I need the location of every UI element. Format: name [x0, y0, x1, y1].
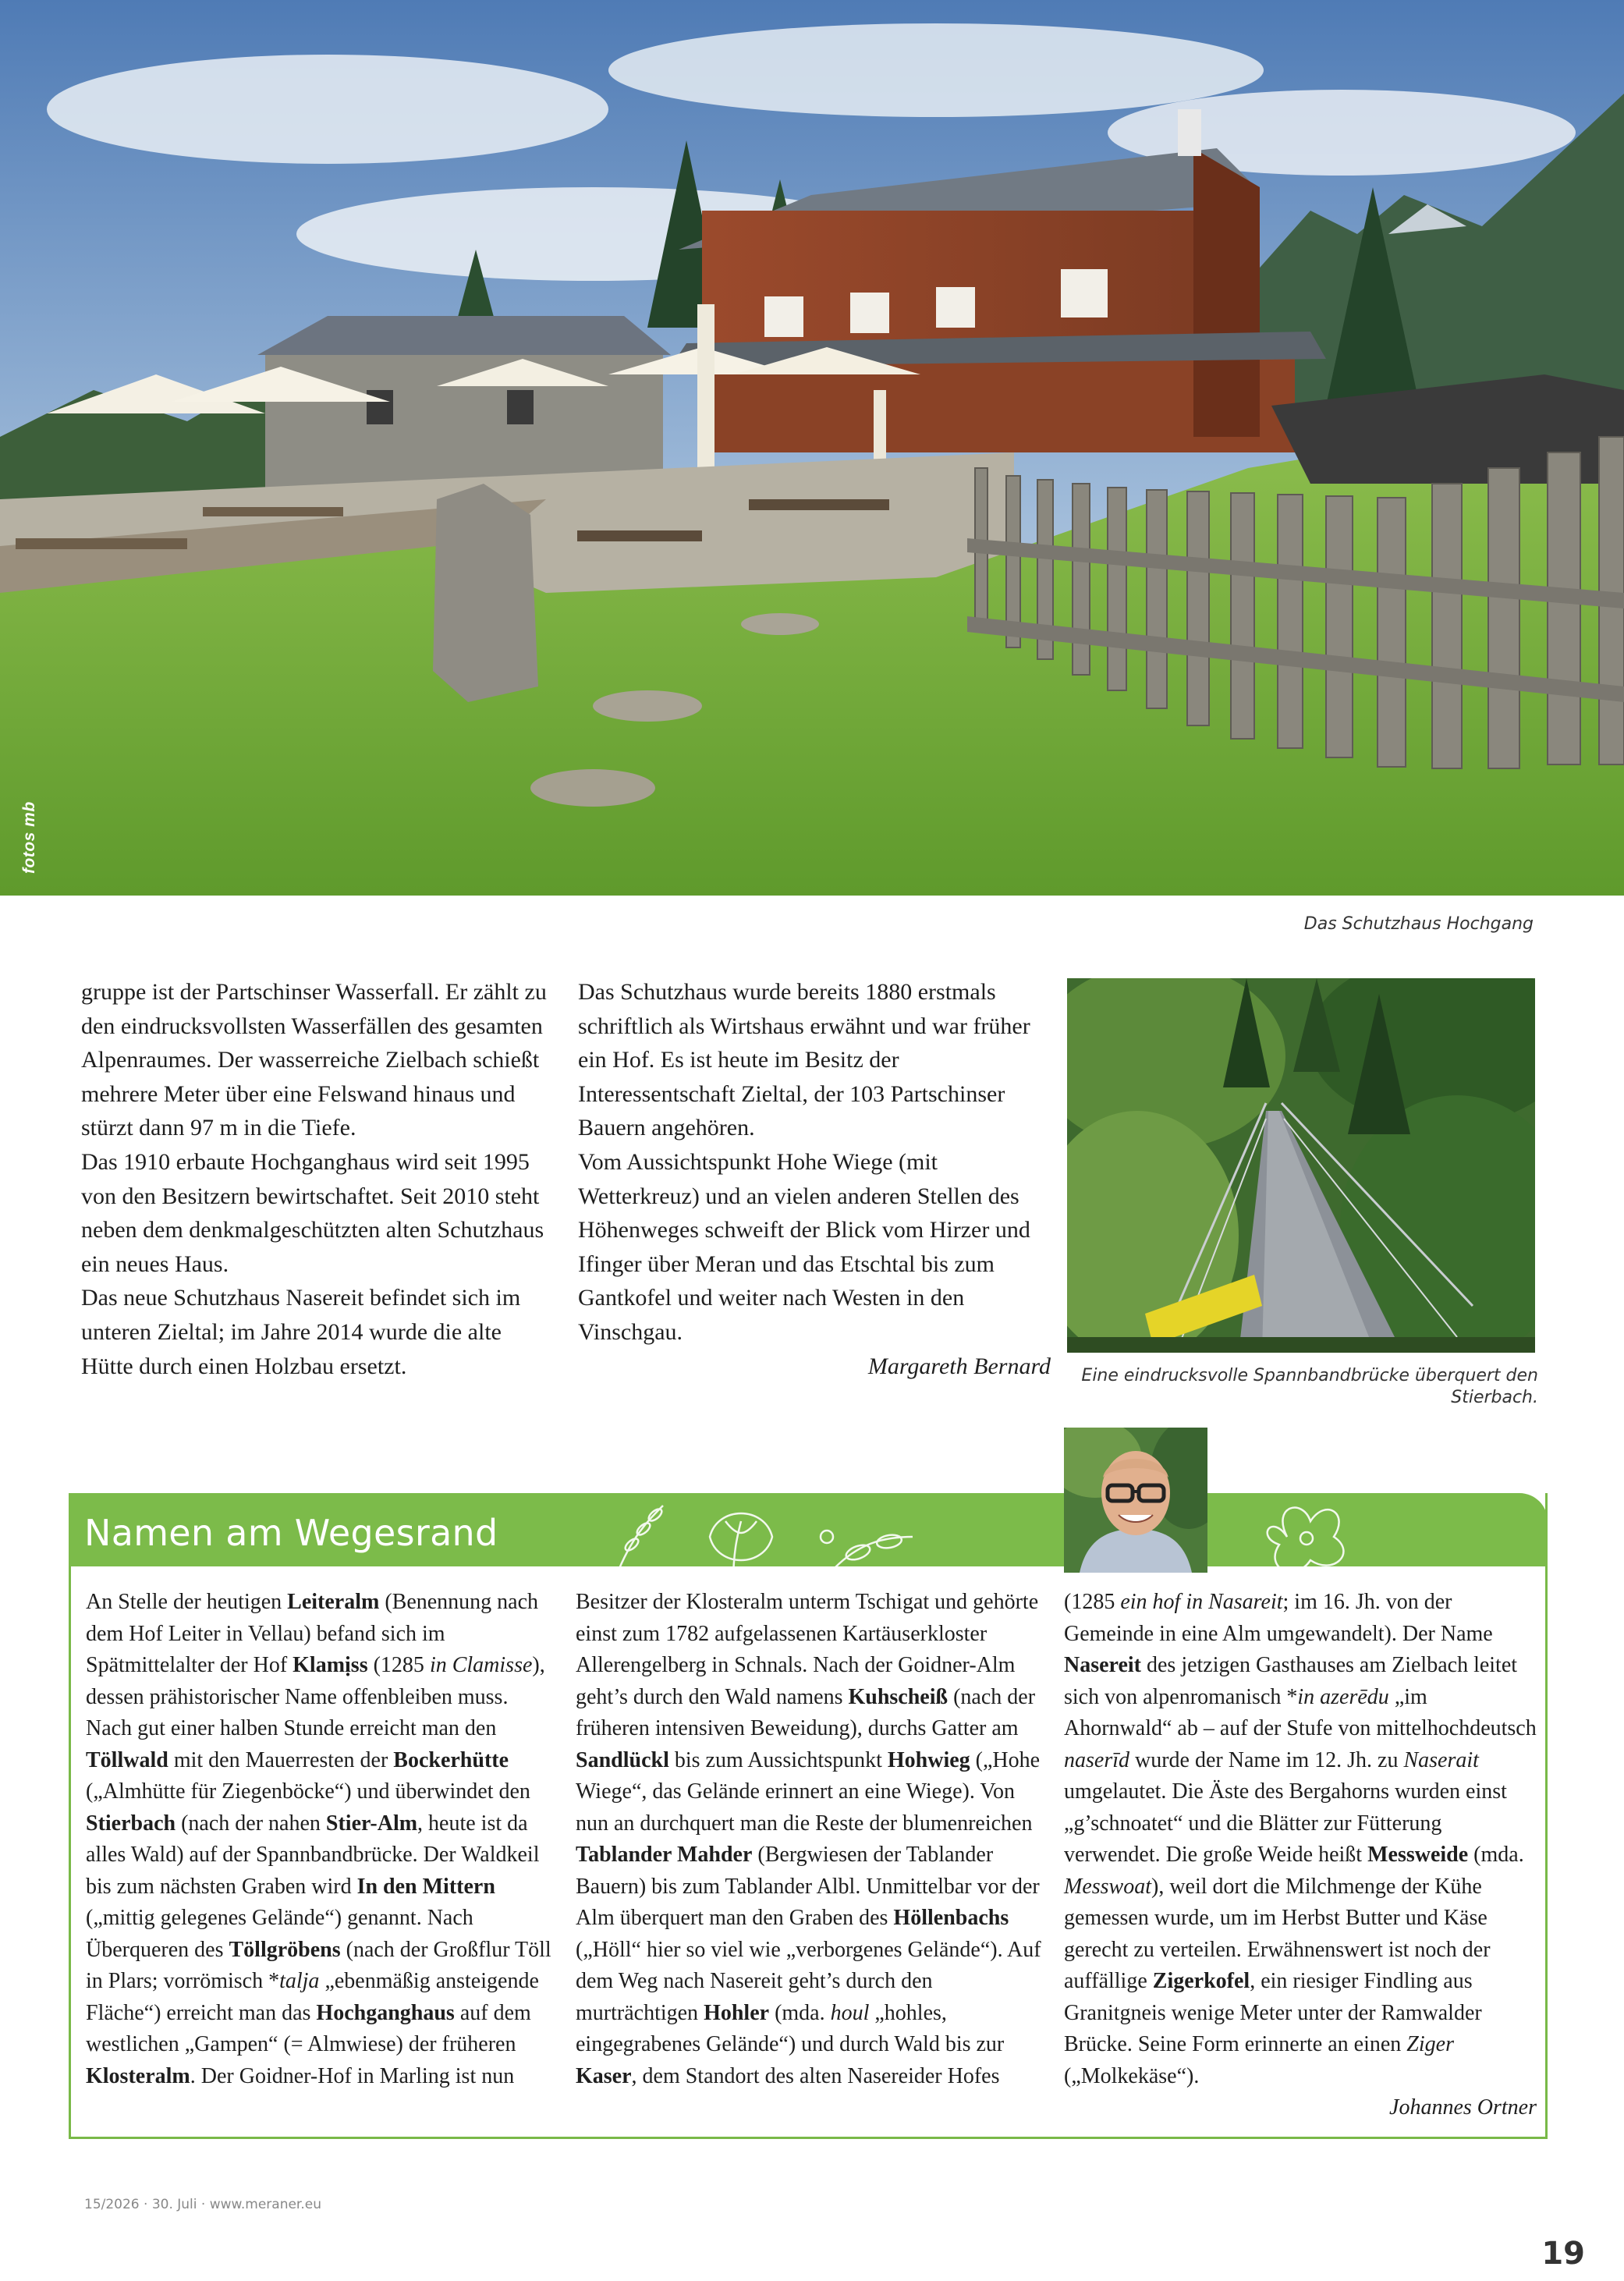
place-name: Bockerhütte	[393, 1747, 509, 1772]
place-name: Stier-Alm	[325, 1811, 418, 1836]
place-name: Stierbach	[86, 1811, 176, 1836]
article-paragraph: Das 1910 erbaute Hochganghaus wird seit 1995 von den Besitzern bewirtschaftet. Seit 2010 steht neben dem denkmalgeschützten alten Schutzhaus ein neues Haus.	[81, 1148, 544, 1277]
article-paragraph: Das neue Schutzhaus Nasereit befindet sich im unteren Zieltal; im Jahre 2014 wurde die alte Hütte durch einen Holzbau ersetzt.	[81, 1285, 521, 1379]
bridge-caption: Eine eindrucksvolle Spannbandbrücke überquert den Stierbach.	[1081, 1366, 1538, 1407]
author-portrait-illustration	[1064, 1428, 1207, 1573]
place-name: Töllgröbens	[229, 1937, 341, 1962]
article-paragraph: Das Schutzhaus wurde bereits 1880 erstmals schriftlich als Wirtshaus erwähnt und war früher ein Hof. Es ist heute im Besitz der Interessentschaft Zieltal, der 103 Partschinser Bauern angehören.	[578, 979, 1030, 1141]
article-column-1	[81, 975, 549, 1383]
floral-decoration-icon	[601, 1490, 1381, 1584]
hero-caption: Das Schutzhaus Hochgang	[1303, 914, 1534, 934]
article-paragraph: Vom Aussichtspunkt Hohe Wiege (mit Wetterkreuz) und an vielen anderen Stellen des Höhenweges schweift der Blick vom Hirzer und Ifinger über Meran und das Etschtal bis zum Gantkofel und weiter nach Westen in den Vinschgau.	[578, 1148, 1030, 1345]
place-name: Klosteralm	[86, 2063, 190, 2088]
suspension-bridge-illustration	[1067, 978, 1535, 1353]
names-box-author: Johannes Ortner	[1389, 2095, 1537, 2120]
place-name: Leiteralm	[287, 1590, 380, 1614]
place-name: Hohwieg	[887, 1747, 970, 1772]
article-column-2	[578, 975, 1051, 1383]
author-portrait	[1064, 1428, 1207, 1573]
place-name: Nasereit	[1064, 1653, 1141, 1677]
place-name: Sandlückl	[576, 1747, 669, 1772]
place-name: Klamịss	[293, 1653, 368, 1677]
names-column-1: An Stelle der heutigen Leiteralm (Benennung nach dem Hof Leiter in Vellau) befand sich im Spätmittelalter der Hof Klamịss (1285 in Clamisse), dessen prähistorischer Name offenbleiben muss. Nach gut einer halben Stunde erreicht man den Töllwald mit den Mauerresten der Bockerhütte („Almhütte für Ziegenböcke“) und überwindet den Stierbach (nach der nahen Stier-Alm, heute ist da alles Wald) auf der Spannbandbrücke. Der Waldkeil bis zum nächsten Graben wird In den Mittern („mittig gelegenes Gelände“) genannt. Nach Überqueren des Töllgröbens (nach der Großflur Töll in Plars; vorrömisch *talja „ebenmäßig ansteigende Fläche“) erreicht man das Hochganghaus auf dem westlichen „Gampen“ (= Almwiese) der früheren Klosteralm. Der Goidner-Hof in Marling ist nun	[86, 1590, 551, 2088]
hero-photo	[0, 0, 1624, 896]
article-paragraph: gruppe ist der Partschinser Wasserfall. Er zählt zu den eindrucksvollsten Wasserfällen des gesamten Alpenraumes. Der wasserreiche Zielbach schießt mehrere Meter über eine Felswand hinaus und stürzt dann 97 m in die Tiefe.	[81, 979, 547, 1141]
place-name: Messweide	[1367, 1843, 1469, 1867]
photo-credit: fotos mb	[20, 801, 38, 874]
schutzhaus-hochgang-illustration	[0, 0, 1624, 896]
article-author: Margareth Bernard	[867, 1353, 1051, 1379]
place-name: Hochganghaus	[316, 2000, 455, 2025]
names-box-title: Namen am Wegesrand	[84, 1512, 498, 1554]
place-name: Höllenbachs	[893, 1906, 1009, 1930]
names-column-3: (1285 ein hof in Nasareit; im 16. Jh. von der Gemeinde in eine Alm umgewandelt). Der Name Nasereit des jetzigen Gasthauses am Zielbach leitet sich von alpenromanisch *in azerēdu „im Ahornwald“ ab – auf der Stufe von mittelhochdeutsch naserīd wurde der Name im 12. Jh. zu Naserait umgelautet. Die Äste des Bergahorns wurden einst „g’schnoatet“ und die Blätter zur Fütterung verwendet. Die große Weide heißt Messweide (mda. Messwoat), weil dort die Milchmenge der Kühe gemessen wurde, um im Herbst Butter und Käse gerecht zu verteilen. Erwähnenswert ist noch der auffällige Zigerkofel, ein riesiger Findling aus Granitgneis wenige Meter unter der Ramwalder Brücke. Seine Form erinnerte an einen Ziger („Molkekäse“). Johannes Ortner	[1064, 1587, 1537, 2124]
place-name: Hohler	[704, 2000, 770, 2025]
place-name: Kaser	[576, 2063, 632, 2088]
place-name: Töllwald	[86, 1747, 168, 1772]
issue-info: 15/2026 · 30. Juli · www.meraner.eu	[84, 2197, 321, 2212]
place-name: In den Mittern	[356, 1874, 495, 1899]
place-name: Tablander Mahder	[576, 1843, 753, 1867]
page-number: 19	[1541, 2236, 1585, 2272]
place-name: Zigerkofel	[1152, 1969, 1250, 1993]
names-column-2: Besitzer der Klosteralm unterm Tschigat und gehörte einst zum 1782 aufgelassenen Kartäuserkloster Allerengelberg in Schnals. Nach der Goidner-Alm geht’s durch den Wald namens Kuhscheiß (nach der früheren intensiven Beweidung), durchs Gatter am Sandlückl bis zum Aussichtspunkt Hohwieg („Hohe Wiege“, das Gelände erinnert an eine Wiege). Von nun an durchquert man die Reste der blumenreichen Tablander Mahder (Bergwiesen der Tablander Bauern) bis zum Tablander Albl. Unmittelbar vor der Alm überquert man den Graben des Höllenbachs („Höll“ hier so viel wie „verborgenes Gelände“). Auf dem Weg nach Nasereit geht’s durch den murträchtigen Hohler (mda. houl „hohles, eingegrabenes Gelände“) und durch Wald bis zur Kaser, dem Standort des alten Nasereider Hofes	[576, 1590, 1041, 2088]
bridge-photo	[1067, 978, 1535, 1353]
place-name: Kuhscheiß	[848, 1684, 949, 1709]
